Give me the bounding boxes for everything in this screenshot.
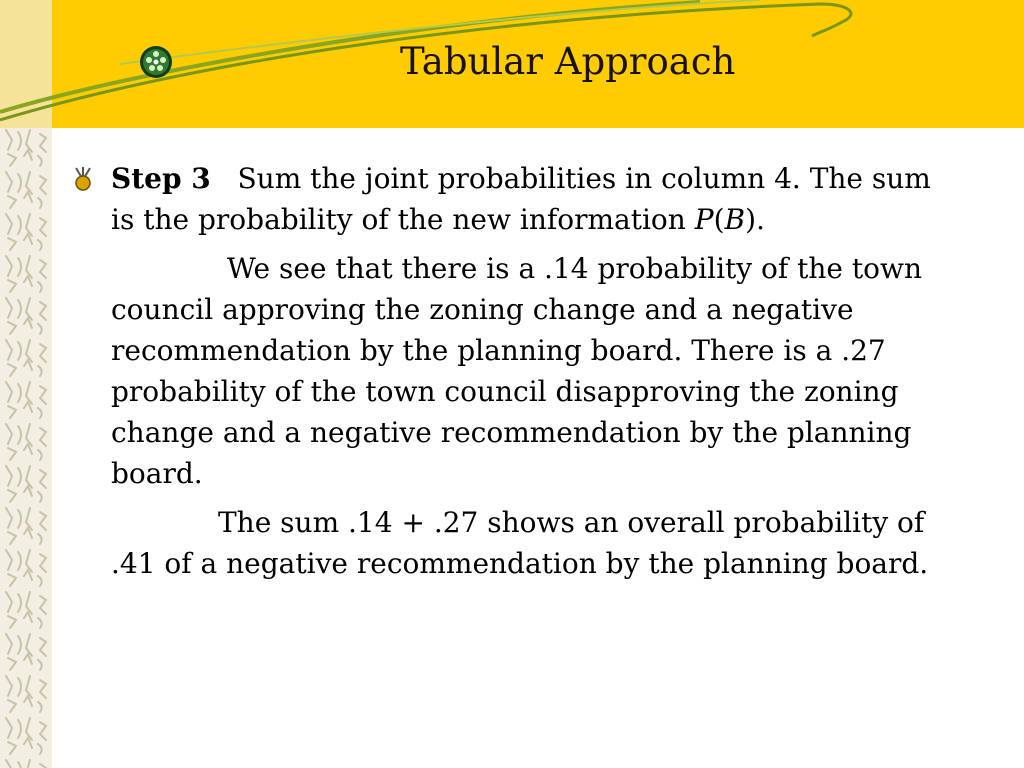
sum-text: The sum .14 + .27 shows an overall probability of .41 of a negative recommendation by the planning board. <box>111 506 929 580</box>
formula-p: P <box>694 203 714 236</box>
step-paragraph <box>111 158 931 240</box>
formula-open: ( <box>713 203 725 236</box>
formula-b: B <box>724 203 746 236</box>
flower-bullet-icon <box>70 166 96 192</box>
slide-body <box>111 158 931 584</box>
formula-close: ). <box>745 203 765 236</box>
slide-title: Tabular Approach <box>400 40 736 83</box>
step-label: Step 3 <box>111 162 211 195</box>
step-text: Sum the joint probabilities in column 4. The sum is the probability of the new information <box>111 162 931 236</box>
sum-paragraph <box>111 502 931 584</box>
probability-paragraph <box>111 248 931 494</box>
probability-text: We see that there is a .14 probability of the town council approving the zoning change and a negative recommendation by the planning board. There is a .27 probability of the town council disapproving the zoning change and a negative recommendation by the planning board. <box>111 252 922 490</box>
green-orb-icon <box>139 45 173 79</box>
